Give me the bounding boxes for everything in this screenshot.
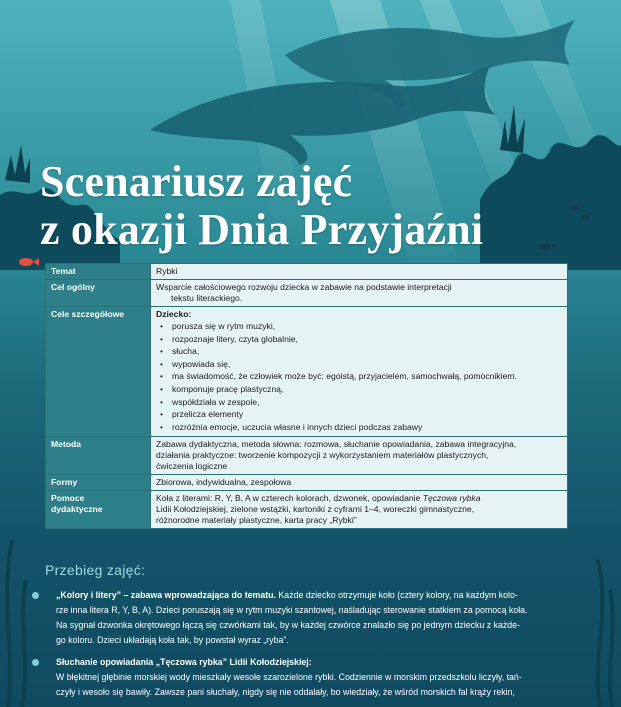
title-line-2: z okazji Dnia Przyjaźni bbox=[40, 205, 484, 254]
step-heading: Słuchanie opowiadania „Tęczowa rybka” Lidii Kołodziejskiej: bbox=[56, 657, 312, 667]
pomoce-line-1 bbox=[156, 493, 562, 504]
label-metoda: Metoda bbox=[46, 437, 151, 475]
list-item: • wypowiada się, bbox=[156, 359, 562, 370]
step-line: czyły i wesoło się bawiły. Zawsze pani słuchały, nigdy się nie oddalały, bo wiedziały, że wśród morskich fal krąży rekin, bbox=[56, 687, 515, 697]
table-row-temat bbox=[46, 264, 568, 280]
pomoce-line-1-text: Koła z literami: R, Y, B, A w czterech kolorach, dzwonek, opowiadanie bbox=[156, 493, 423, 504]
steps-list bbox=[30, 588, 590, 707]
bullet-icon bbox=[32, 659, 39, 666]
list-item: • porusza się w rytm muzyki, bbox=[156, 321, 562, 332]
label-pomoce-line-2: dydaktyczne bbox=[51, 504, 103, 515]
step-line-1 bbox=[56, 588, 590, 603]
label-pomoce-line-1: Pomoce bbox=[51, 493, 85, 504]
pomoce-line-2: Lidii Kołodziejskiej, zielone wstążki, kartoniki z cyframi 1–4, woreczki gimnastyczne, bbox=[156, 504, 475, 515]
cel-ogolny-line-1: Wsparcie całościowego rozwoju dziecka w zabawie na podstawie interpretacji bbox=[156, 282, 452, 292]
bullet-icon bbox=[32, 592, 39, 599]
step-item bbox=[30, 588, 590, 648]
step-line: Na sygnał dzwonka okrętowego łączą się czwórkami tak, by w każdej czwórce znalazło się po jednym dziecku z każde- bbox=[56, 620, 520, 630]
step-line: go koloru. Dzieci układają koła tak, by powstał wyraz „ryba”. bbox=[56, 635, 289, 645]
list-item: • współdziała w zespole, bbox=[156, 397, 562, 408]
table-row-formy bbox=[46, 475, 568, 491]
step-line-1 bbox=[56, 655, 590, 670]
label-cele-szczegolowe: Cele szczegółowe bbox=[46, 307, 151, 437]
value-formy: Zbiorowa, indywidualna, zespołowa bbox=[151, 475, 568, 491]
value-metoda bbox=[151, 437, 568, 475]
metoda-line-1: Zabawa dydaktyczna, metoda słowna: rozmowa, słuchanie opowiadania, zabawa integracyjna, bbox=[156, 439, 517, 450]
cele-heading: Dziecko: bbox=[156, 309, 192, 319]
list-item: • rozróżnia emocje, uczucia własne i innych dzieci podczas zabawy bbox=[156, 422, 562, 433]
metoda-line-2: działania praktyczne: tworzenie kompozycji z wykorzystaniem materiałów plastycznych, bbox=[156, 450, 489, 461]
table-row-cel-ogolny bbox=[46, 280, 568, 307]
metoda-line-3: ćwiczenia logiczne bbox=[156, 461, 228, 472]
table-row-cele-szczegolowe bbox=[46, 307, 568, 437]
step-line: W błękitnej głębinie morskiej wody mieszkały wesołe szarozielone rybki. Codziennie w morskim przedszkolu liczyły, tań- bbox=[56, 672, 522, 682]
dolphin-bottom bbox=[150, 65, 495, 165]
label-formy: Formy bbox=[46, 475, 151, 491]
goals-list bbox=[156, 321, 562, 433]
label-temat: Temat bbox=[46, 264, 151, 280]
table-row-metoda bbox=[46, 437, 568, 475]
list-item: • słucha, bbox=[156, 346, 562, 357]
step-text: Każde dziecko otrzymuje koło (cztery kolory, na każdym kolo- bbox=[275, 590, 518, 600]
label-cel-ogolny: Cel ogólny bbox=[46, 280, 151, 307]
step-line: rze inna litera R, Y, B, A). Dzieci poruszają się w rytm muzyki szantowej, naśladując sterowanie statkiem za pomocą koła. bbox=[56, 605, 528, 615]
section-title: Przebieg zajęć: bbox=[45, 562, 146, 578]
value-cel-ogolny bbox=[151, 280, 568, 307]
pomoce-line-3: różnorodne materiały plastyczne, karta pracy „Rybki” bbox=[156, 515, 357, 526]
list-item: • ma świadomość, że człowiek może być: egoistą, przyjacielem, samochwałą, pomocnikiem. bbox=[156, 371, 562, 382]
step-item bbox=[30, 655, 590, 700]
value-cele-szczegolowe bbox=[151, 307, 568, 437]
value-pomoce bbox=[151, 491, 568, 529]
lesson-plan-table bbox=[45, 263, 568, 529]
title-line-1: Scenariusz zajęć bbox=[40, 157, 353, 206]
step-heading: „Kolory i litery” – zabawa wprowadzająca do tematu. bbox=[56, 590, 276, 600]
page-title bbox=[40, 158, 600, 254]
list-item: • komponuje pracę plastyczną, bbox=[156, 384, 562, 395]
table-row-pomoce bbox=[46, 491, 568, 529]
list-item: • przelicza elementy bbox=[156, 409, 562, 420]
cel-ogolny-line-2: tekstu literackiego. bbox=[171, 293, 243, 303]
value-temat: Rybki bbox=[151, 264, 568, 280]
label-pomoce bbox=[46, 491, 151, 529]
list-item: • rozpoznaje litery, czyta globalnie, bbox=[156, 334, 562, 345]
pomoce-story-title: Tęczowa rybka bbox=[422, 493, 481, 504]
